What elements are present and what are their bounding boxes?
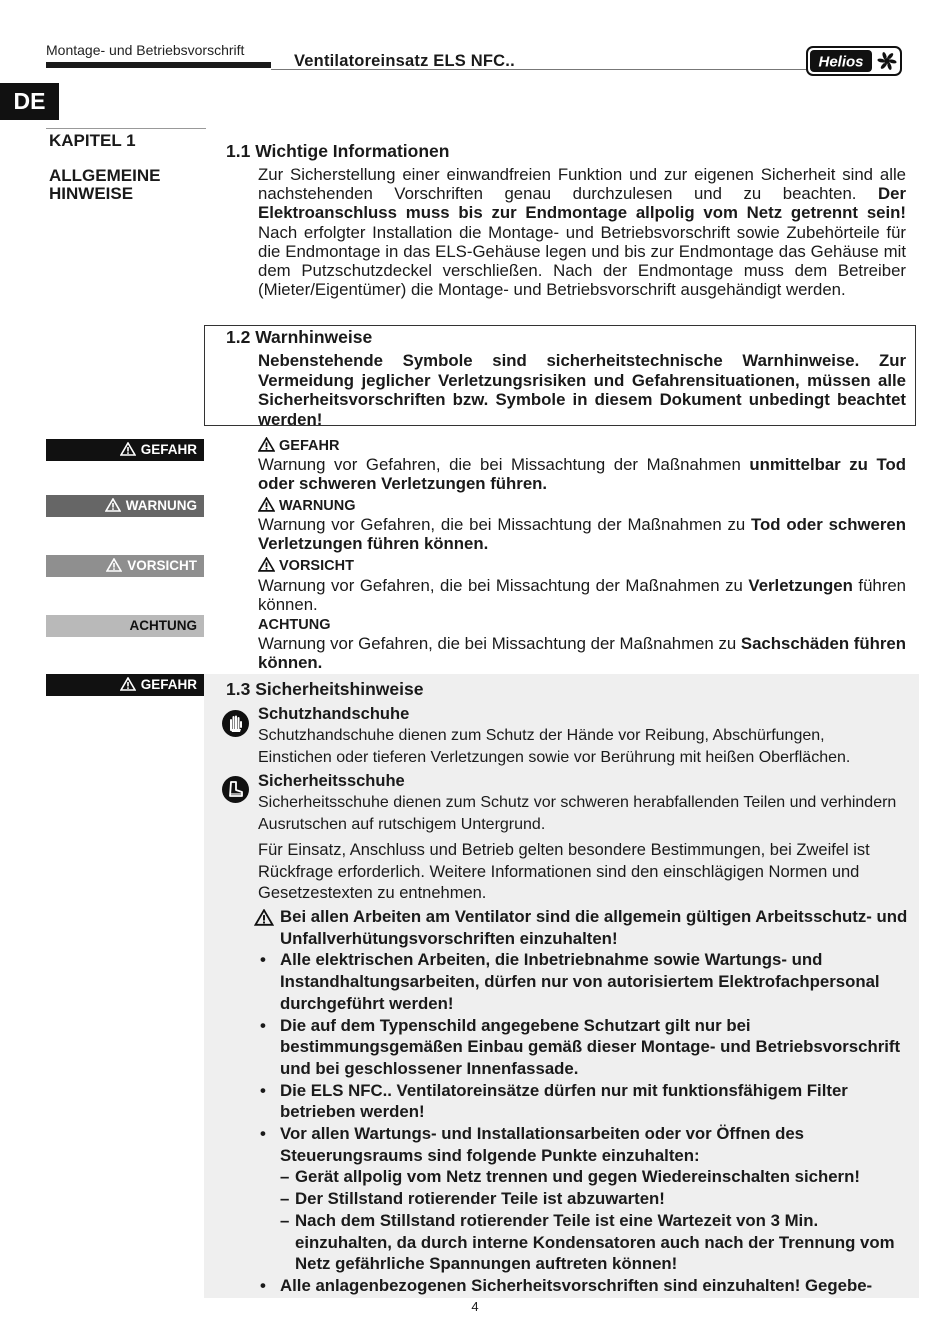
list-item — [258, 1275, 908, 1297]
list-item — [258, 1015, 908, 1080]
warning-triangle-icon — [258, 497, 275, 512]
warning-text-rest: führen können. — [258, 576, 907, 615]
badge-gefahr-safety — [46, 674, 204, 696]
section-1-1-heading: 1.1 Wichtige Informationen — [226, 141, 450, 161]
page-number: 4 — [471, 1299, 479, 1314]
gloves-title: Schutzhandschuhe — [258, 705, 410, 723]
badge-label: WARNUNG — [125, 498, 197, 513]
dash-icon: – — [280, 1167, 290, 1187]
warning-triangle-icon — [106, 558, 122, 572]
list-item-text: Die ELS NFC.. Ventilatoreinsätze dürfen nur mit funktionsfähigem Filter betrieben werden! — [280, 1080, 848, 1122]
warning-text-gefahr — [258, 455, 906, 493]
sub-list-item-text: Gerät allpolig vom Netz trennen und gegen Wiedereinschalten sichern! — [295, 1167, 860, 1187]
sub-list-item-text: Nach dem Stillstand rotierender Teile ist eine Wartezeit von 3 Min. einzuhalten, da durch interne Kondensatoren auch nach der Trennung vom Netz gefährliche Spannungen auftreten können! — [295, 1210, 895, 1274]
safety-list — [258, 906, 908, 1297]
gloves-icon — [222, 710, 249, 737]
bullet-icon: • — [260, 1015, 266, 1035]
list-item-text: Alle elektrischen Arbeiten, die Inbetriebnahme sowie Wartungs- und Instandhaltungsarbeiten, dürfen nur von autorisiertem Elektrofachpersonal durchgeführt werden! — [280, 950, 880, 1013]
badge-label: ACHTUNG — [129, 618, 197, 633]
warning-text: Warnung vor Gefahren, die bei Missachtung der Maßnahmen zu — [258, 634, 737, 653]
header-bar — [46, 62, 271, 68]
list-item-text: Alle anlagenbezogenen Sicherheitsvorschriften sind einzuhalten! Gegebe- — [280, 1275, 873, 1295]
list-item-text: Die auf dem Typenschild angegebene Schutzart gilt nur bei bestimmungsgemäßen Einbau gemäß dieser Montage- und Betriebsvorschrift und bei geschlossener Innenfassade. — [280, 1015, 901, 1078]
warning-triangle-icon — [258, 557, 275, 572]
helios-logo — [806, 45, 902, 77]
dash-icon: – — [280, 1189, 290, 1209]
list-item — [258, 1123, 908, 1275]
badge-label: VORSICHT — [127, 558, 197, 573]
warning-label-text: VORSICHT — [279, 558, 354, 574]
sub-list — [280, 1166, 908, 1275]
list-item-text: Bei allen Arbeiten am Ventilator sind die allgemein gültigen Arbeitsschutz- und Unfallverhütungsvorschriften einzuhalten! — [280, 907, 908, 948]
badge-label: GEFAHR — [140, 442, 197, 457]
shoes-title: Sicherheitsschuhe — [258, 772, 405, 790]
warning-text-vorsicht — [258, 576, 906, 614]
logo-text: Helios — [818, 53, 864, 71]
warning-triangle-icon — [120, 677, 136, 691]
badge-achtung — [46, 615, 204, 637]
warning-label-warnung — [258, 497, 356, 514]
sub-list-item-text: Der Stillstand rotierender Teile ist abzuwarten! — [295, 1189, 665, 1209]
bullet-icon: • — [260, 1080, 266, 1100]
badge-gefahr — [46, 439, 204, 461]
badge-label: GEFAHR — [140, 677, 197, 692]
warning-text-achtung — [258, 634, 906, 672]
warning-text: Warnung vor Gefahren, die bei Missachtung der Maßnahmen — [258, 455, 741, 474]
badge-vorsicht — [46, 555, 204, 577]
warning-triangle-icon — [258, 437, 275, 452]
warning-label-text: GEFAHR — [279, 438, 340, 454]
warning-label-vorsicht — [258, 557, 354, 574]
warning-triangle-icon — [120, 442, 136, 456]
chapter-rule — [46, 128, 206, 129]
warning-label-text: WARNUNG — [279, 498, 356, 514]
warning-text-bold: Sachschäden führen können. — [258, 634, 907, 673]
gloves-text: Schutzhandschuhe dienen zum Schutz der Hände vor Reibung, Abschürfungen, Einstichen oder tieferen Verletzungen sowie vor Berührung mit heißen Oberflächen. — [258, 727, 851, 766]
warning-triangle-icon — [254, 906, 274, 932]
section-1-2-heading: 1.2 Warnhinweise — [226, 327, 373, 347]
list-item — [254, 906, 908, 949]
chapter-title: ALLGEMEINE HINWEISE — [49, 166, 161, 203]
warning-text: Warnung vor Gefahren, die bei Missachtung der Maßnahmen zu — [258, 576, 743, 595]
safety-shoe-icon — [222, 776, 249, 803]
section-1-1-text — [258, 165, 906, 299]
sub-list-item — [280, 1166, 908, 1188]
warning-text-bold: Verletzungen — [748, 576, 853, 595]
list-item — [258, 1080, 908, 1123]
chapter-label: KAPITEL 1 — [49, 131, 136, 150]
list-item-text: Vor allen Wartungs- und Installationsarbeiten oder vor Öffnen des Steuerungsraums sind folgende Punkte einzuhalten: — [280, 1124, 805, 1165]
bullet-icon: • — [260, 950, 266, 970]
dash-icon: – — [280, 1210, 290, 1230]
section-1-1-p1: Zur Sicherstellung einer einwandfreien Funktion und zur eigenen Sicherheit sind alle nachstehenden Vorschriften genau durchzulesen und zu beachten. — [258, 165, 906, 204]
section-1-1-p2: Nach erfolgter Installation die Montage- und Betriebsvorschrift sowie Zubehörteile für die Endmontage in das ELS-Gehäuse legen und bis zur Endmontage das Gehäuse mit dem Putzschutzdeckel verschließen. Nach der Endmontage muss dem Betreiber (Mieter/Eigentümer) die Montage- und Betriebsvorschrift ausgehändigt werden. — [258, 222, 906, 300]
sub-list-item — [280, 1188, 908, 1210]
shoes-text: Sicherheitsschuhe dienen zum Schutz vor schweren herabfallenden Teilen und verhindern Ausrutschen auf rutschigem Untergrund. — [258, 794, 897, 833]
general-text: Für Einsatz, Anschluss und Betrieb gelten besondere Bestimmungen, bei Zweifel ist Rückfrage erforderlich. Weitere Informationen sind den einschlägigen Normen und Gesetzestexten zu entnehmen. — [258, 841, 870, 902]
sub-list-item — [280, 1210, 908, 1275]
language-tab: DE — [0, 83, 59, 120]
bullet-icon: • — [260, 1124, 266, 1144]
document-title: Ventilatoreinsatz ELS NFC.. — [294, 52, 515, 70]
warning-text-warnung — [258, 515, 906, 553]
warning-triangle-icon — [105, 498, 121, 512]
bullet-icon: • — [260, 1275, 266, 1295]
warning-text-bold: Tod oder schweren Verletzungen führen können. — [258, 515, 906, 554]
badge-warnung — [46, 495, 204, 517]
warning-text: Warnung vor Gefahren, die bei Missachtung der Maßnahmen zu — [258, 515, 746, 534]
warning-text-bold: unmittelbar zu Tod oder schweren Verletzungen führen. — [258, 455, 906, 494]
section-1-3-heading: 1.3 Sicherheitshinweise — [226, 679, 424, 699]
section-1-2-text: Nebenstehende Symbole sind sicherheitstechnische Warnhinweise. Zur Vermeidung jeglicher Verletzungsrisiken und Gefahrensituationen, müssen alle Sicherheitsvorschriften bzw. Symbole in diesem Dokument unbedingt beachtet werden! — [258, 351, 906, 429]
warning-label-gefahr — [258, 437, 339, 454]
warning-label-achtung: ACHTUNG — [258, 617, 331, 633]
document-type: Montage- und Betriebsvorschrift — [46, 42, 245, 58]
list-item — [258, 949, 908, 1014]
section-1-1-bold-warning: Der Elektroanschluss muss bis zur Endmontage allpolig vom Netz getrennt sein! — [258, 184, 906, 223]
